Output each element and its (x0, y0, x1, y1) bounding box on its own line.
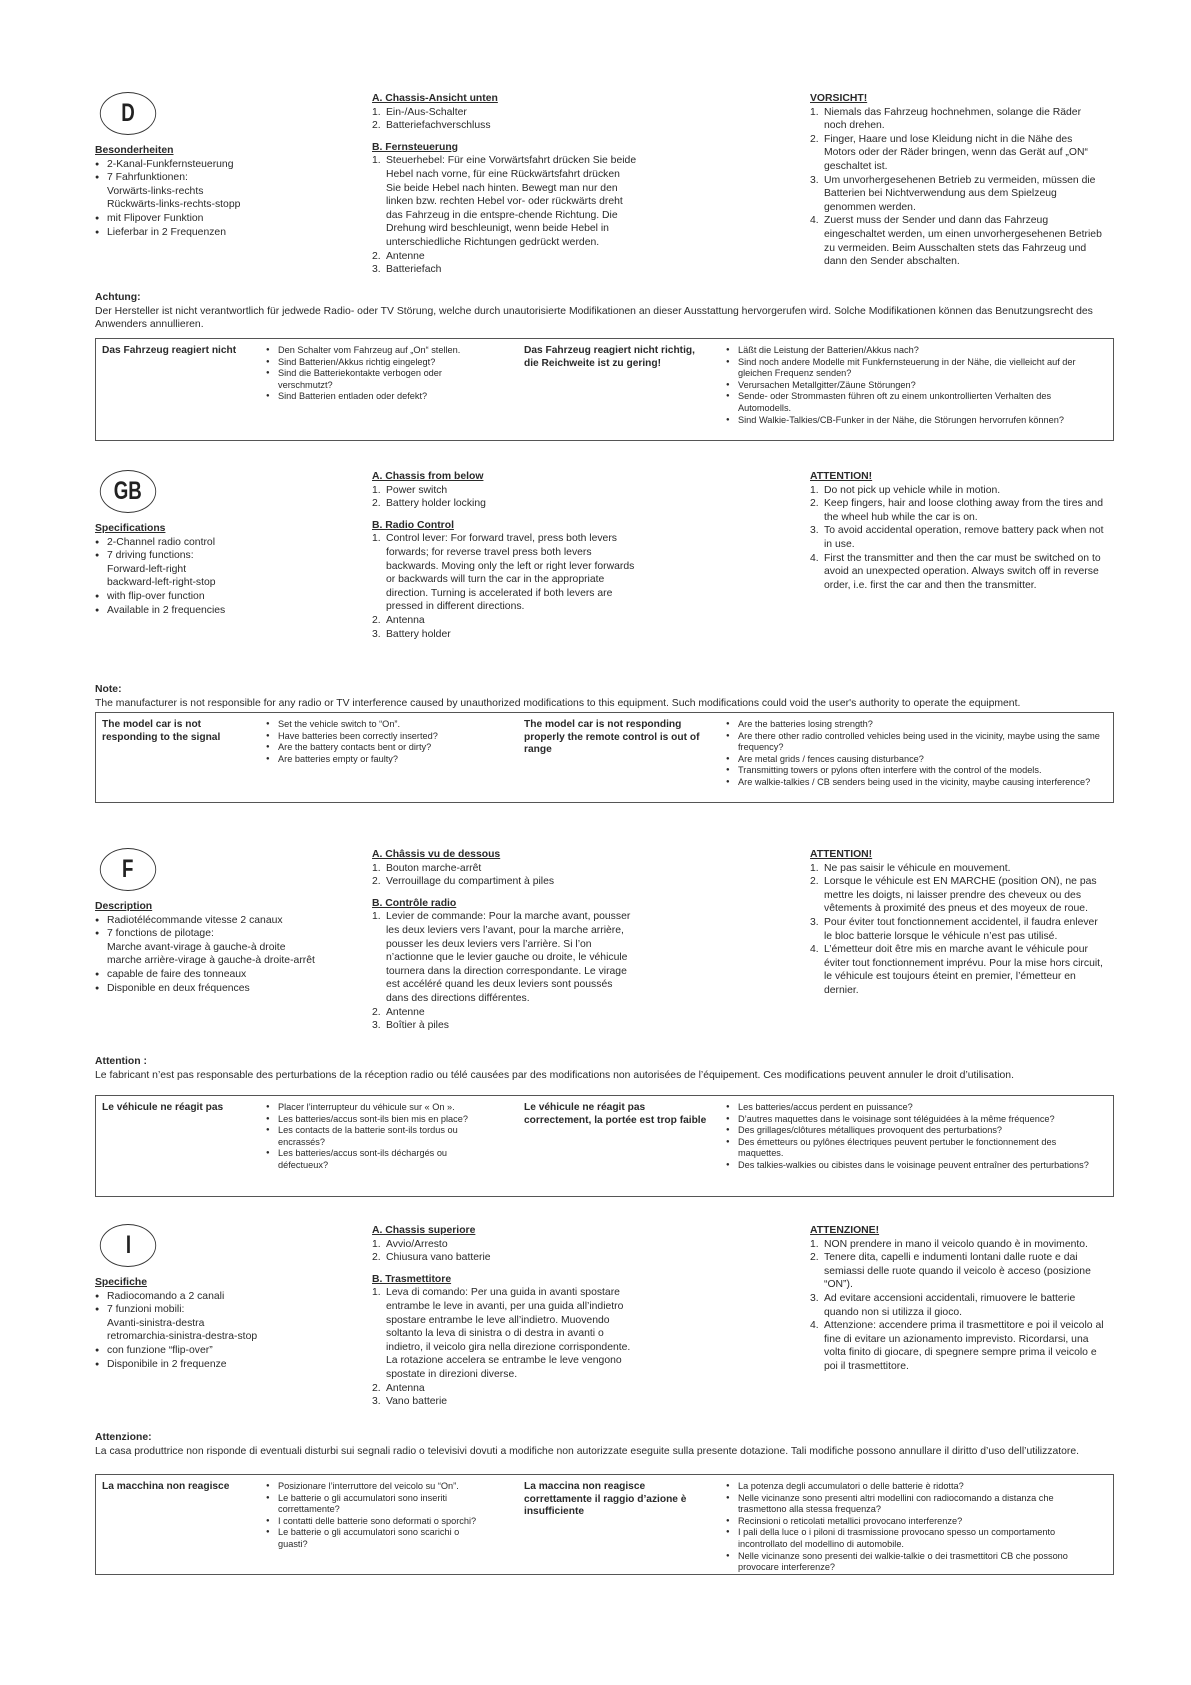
remote-part (372, 154, 637, 249)
spec-item: ● 7 driving functions: Forward-left-right backward-left-right-stop (95, 549, 335, 590)
item-number: 3. (372, 264, 381, 276)
troubleshooting-box (95, 1095, 1114, 1197)
warning-item (810, 943, 1105, 997)
warning-item (810, 552, 1105, 593)
solutions-range (726, 1481, 1104, 1574)
solution-item: ● Läßt die Leistung der Batterien/Akkus nach? (726, 345, 1104, 357)
problem-label-no-response: La macchina non reagisce (102, 1481, 230, 1492)
warning-item (810, 214, 1105, 268)
spec-item-list (95, 536, 335, 618)
warning-column (810, 470, 1105, 592)
solution-item: ● Sind noch andere Modelle mit Funkfernsteuerung in der Nähe, die vielleicht auf der gleichen Frequenz senden? (726, 357, 1104, 380)
chassis-part-text: Batteriefachverschluss (386, 120, 491, 132)
spec-item: ● Available in 2 frequencies (95, 604, 335, 618)
spec-item: ● 7 Fahrfunktionen: Vorwärts-links-rechts Rückwärts-links-rechts-stopp (95, 171, 335, 212)
language-badge (100, 1224, 156, 1267)
remote-part-list (372, 532, 637, 641)
remote-part-list (372, 1286, 637, 1408)
language-badge (100, 92, 156, 135)
item-number: 2. (372, 614, 381, 626)
chassis-part-text: Chiusura vano batterie (386, 1252, 491, 1264)
remote-part-list (372, 154, 637, 276)
chassis-part-list (372, 862, 637, 889)
specifications-column (95, 900, 335, 995)
problem-label-range: The model car is not responding properly the remote control is out of range (524, 719, 700, 756)
solution-item-list (726, 1102, 1104, 1172)
solutions-range (726, 1102, 1104, 1172)
item-number: 3. (372, 1396, 381, 1408)
solution-item: ● Les batteries/accus sont-ils déchargés ou défectueux? (266, 1148, 481, 1171)
problem-label-range: Le véhicule ne réagit pas correctement, la portée est trop faible (524, 1102, 707, 1126)
specifications-heading: Description (95, 901, 153, 912)
solutions-range (726, 345, 1104, 426)
warning-item-text: Zuerst muss der Sender und dann das Fahrzeug eingeschaltet werden, um einen unvorhergesehenen Betrieb zu vermeiden. Beim Ausschalten stets das Fahrzeug und dann den Sender abschalten. (824, 215, 1102, 268)
solution-item: ● Recinsioni o reticolati metallici provocano interferenze? (726, 1516, 1104, 1528)
remote-part-text: Steuerhebel: Für eine Vorwärtsfahrt drücken Sie beide Hebel nach vorne, für eine Rückwärtsfahrt drücken Sie beide Hebel nach hinten. Bewegt man nur den linken bzw. rechten Hebel vor- oder rückwärts dreht das Fahrzeug in die entspre-chende Richtung. Die Drehung wird beschleunigt, wenn beide Hebel in unterschiedliche Richtungen gedrückt werden. (386, 155, 637, 248)
solution-item: ● Transmitting towers or pylons often interfere with the control of the models. (726, 765, 1104, 777)
warning-item-text: Lorsque le véhicule est EN MARCHE (position ON), ne pas mettre les doigts, ni laisser prendre des cheveux ou des vêtements à proximité des pneus et des moyeux de roue. (824, 876, 1097, 915)
warning-heading: ATTENZIONE! (810, 1225, 880, 1236)
language-badge (100, 470, 156, 513)
note-heading: Attention : (95, 1056, 147, 1067)
remote-part-text: Levier de commande: Pour la marche avant, pousser les deux leviers vers l’avant, pour la marche arrière, pousser les deux leviers vers l’arrière. Si l’on n’actionne que le levier gauche ou droite, le véhicule tournera dans la direction correspondante. Le virage est accéléré quand les deux leviers sont poussés dans des directions différentes. (386, 911, 631, 1004)
warning-item-text: L’émetteur doit être mis en marche avant le véhicule pour éviter tout fonctionnement imprévu. Pour la mise hors circuit, le véhicule est toujours éteint en premier, l’émetteur en dernier. (824, 944, 1103, 996)
item-number: 3. (810, 174, 819, 186)
spec-item-list (95, 158, 335, 240)
note-text: Der Hersteller ist nicht verantwortlich für jedwede Radio- oder TV Störung, welche durch unautorisierte Modifikationen an dieser Ausstattung hervorgerufen wird. Solche Modifikationen können das Benutzungsrecht des Anwenders annullieren. (95, 305, 1093, 331)
item-number: 1. (372, 1287, 381, 1299)
solution-item: ● Les contacts de la batterie sont-ils tordus ou encrassés? (266, 1125, 481, 1148)
warning-item (810, 862, 1105, 876)
chassis-column (372, 848, 637, 1033)
chassis-part-text: Battery holder locking (386, 498, 486, 510)
remote-part-text: Antenne (386, 1006, 425, 1018)
specifications-heading: Specifiche (95, 1277, 147, 1288)
solution-item: ● I pali della luce o i piloni di trasmissione provocano spesso un comportamento incontrollato del modellino di automobile. (726, 1527, 1104, 1550)
remote-part (372, 250, 637, 264)
problem-label-no-response: The model car is not responding to the signal (102, 719, 221, 743)
item-number: 2. (372, 498, 381, 510)
solution-item: ● Verursachen Metallgitter/Zäune Störungen? (726, 380, 1104, 392)
solution-item: ● La potenza degli accumulatori o delle batterie è ridotta? (726, 1481, 1104, 1493)
item-number: 3. (810, 1292, 819, 1304)
warning-heading: ATTENTION! (810, 471, 873, 482)
solution-item: ● Sind Batterien/Akkus richtig eingelegt? (266, 357, 481, 369)
problem-label-range: Das Fahrzeug reagiert nicht richtig, die Reichweite ist zu gering! (524, 345, 695, 369)
solution-item: ● Nelle vicinanze sono presenti altri modellini con radiocomando a distanza che trasmettono alla stessa frequenza? (726, 1493, 1104, 1516)
solutions-no-response (266, 719, 481, 765)
item-number: 3. (810, 525, 819, 537)
warning-item-list (810, 106, 1105, 269)
item-number: 1. (372, 1238, 381, 1250)
warning-item-text: First the transmitter and then the car must be switched on to avoid an unexpected operation. Always switch off in reverse order, i.e. first the car and then the transmitter. (824, 552, 1101, 591)
item-number: 2. (372, 1382, 381, 1394)
warning-item (810, 1251, 1105, 1292)
radio-control-heading: B. Radio Control (372, 519, 454, 531)
language-code: D (121, 98, 135, 127)
warning-item-text: Tenere dita, capelli e indumenti lontani dalle ruote e dai semiassi delle ruote quando il veicolo è acceso (posizione “ON”). (824, 1252, 1091, 1291)
specifications-heading: Besonderheiten (95, 145, 174, 156)
chassis-part-list (372, 106, 637, 133)
warning-column (810, 848, 1105, 998)
warning-item-text: Do not pick up vehicle while in motion. (824, 484, 1001, 496)
item-number: 1. (372, 862, 381, 874)
item-number: 4. (810, 552, 819, 564)
item-number: 2. (810, 876, 819, 888)
warning-item-text: Um unvorhergesehenen Betrieb zu vermeiden, müssen die Batterien bei Nichtverwendung aus dem Spielzeug genommen werden. (824, 174, 1096, 213)
warning-item (810, 1292, 1105, 1319)
chassis-part (372, 119, 637, 133)
item-number: 1. (810, 862, 819, 874)
solution-item-list (266, 1102, 481, 1172)
radio-control-heading: B. Contrôle radio (372, 897, 457, 909)
spec-item: ● capable de faire des tonneaux (95, 968, 335, 982)
note-heading: Achtung: (95, 292, 141, 303)
problem-label-no-response: Das Fahrzeug reagiert nicht (102, 345, 237, 356)
warning-heading: ATTENTION! (810, 849, 873, 860)
warning-item-list (810, 862, 1105, 998)
item-number: 2. (372, 250, 381, 262)
remote-part (372, 910, 637, 1005)
warning-item-list (810, 1238, 1105, 1374)
spec-item-list (95, 914, 335, 996)
remote-part-text: Vano batterie (386, 1396, 448, 1408)
problem-label-range: La maccina non reagisce correttamente il raggio d’azione è insufficiente (524, 1481, 687, 1518)
item-number: 2. (372, 1252, 381, 1264)
item-number: 3. (372, 628, 381, 640)
spec-item: ● Disponibile in 2 frequenze (95, 1358, 335, 1372)
warning-column (810, 1224, 1105, 1374)
chassis-column (372, 470, 637, 641)
note-text: Le fabricant n’est pas responsable des perturbations de la réception radio ou télé causées par des modifications non autorisées de l’équipement. Ces modifications peuvent annuler le droit d’utilisation. (95, 1069, 1014, 1081)
remote-part (372, 263, 637, 277)
warning-item-list (810, 484, 1105, 593)
solution-item: ● Are the battery contacts bent or dirty? (266, 742, 481, 754)
item-number: 2. (810, 133, 819, 145)
solution-item: ● I contatti delle batterie sono deformati o sporchi? (266, 1516, 481, 1528)
solution-item: ● Sende- oder Strommasten führen oft zu einem unkontrollierten Verhalten des Automodells. (726, 391, 1104, 414)
chassis-part-text: Bouton marche-arrêt (386, 862, 482, 874)
solution-item: ● Are walkie-talkies / CB senders being used in the vicinity, maybe causing interference? (726, 777, 1104, 789)
chassis-part-list (372, 1238, 637, 1265)
chassis-part-text: Avvio/Arresto (386, 1238, 448, 1250)
item-number: 3. (372, 1020, 381, 1032)
chassis-part (372, 484, 637, 498)
warning-item-text: Keep fingers, hair and loose clothing away from the tires and the wheel hub while the car is on. (824, 498, 1103, 523)
chassis-part (372, 1238, 637, 1252)
warning-item (810, 916, 1105, 943)
note-heading: Attenzione: (95, 1432, 152, 1443)
specifications-column (95, 144, 335, 239)
warning-item (810, 1319, 1105, 1373)
spec-item: ● 2-Kanal-Funkfernsteuerung (95, 158, 335, 172)
remote-part (372, 1286, 637, 1381)
language-code: GB (113, 476, 143, 505)
solution-item: ● Are there other radio controlled vehicles being used in the vicinity, maybe using the same frequency? (726, 731, 1104, 754)
spec-item-list (95, 1290, 335, 1372)
warning-item-text: Attenzione: accendere prima il trasmettitore e poi il veicolo al fine di evitare un azionamento imprevisto. Ricordarsi, una volta finito di giocare, di spegnere sempre prima il veicolo e poi il trasmettitore. (824, 1320, 1104, 1372)
radio-control-heading: B. Trasmettitore (372, 1273, 452, 1285)
language-code: F (122, 854, 134, 883)
spec-item: ● 2-Channel radio control (95, 536, 335, 550)
solution-item: ● Are metal grids / fences causing disturbance? (726, 754, 1104, 766)
item-number: 1. (810, 106, 819, 118)
specifications-column (95, 1276, 335, 1371)
disclaimer-note (95, 1055, 1115, 1082)
chassis-part (372, 1251, 637, 1265)
item-number: 1. (372, 106, 381, 118)
spec-item: ● 7 fonctions de pilotage: Marche avant-virage à gauche-à droite marche arrière-virage à gauche-à droite-arrêt (95, 927, 335, 968)
solution-item: ● Are batteries empty or faulty? (266, 754, 481, 766)
language-code: I (125, 1230, 131, 1259)
item-number: 4. (810, 215, 819, 227)
solution-item: ● Des talkies-walkies ou cibistes dans le voisinage peuvent entraîner des perturbations? (726, 1160, 1104, 1172)
chassis-part-text: Verrouillage du compartiment à piles (386, 876, 555, 888)
chassis-part-text: Power switch (386, 484, 448, 496)
chassis-part (372, 862, 637, 876)
chassis-column (372, 92, 637, 277)
remote-part (372, 532, 637, 614)
solution-item: ● Les batteries/accus perdent en puissance? (726, 1102, 1104, 1114)
spec-item: ● Lieferbar in 2 Frequenzen (95, 226, 335, 240)
disclaimer-note (95, 291, 1115, 332)
solution-item: ● Posizionare l’interruttore del veicolo su “On”. (266, 1481, 481, 1493)
warning-item (810, 875, 1105, 916)
warning-item-text: To avoid accidental operation, remove battery pack when not in use. (824, 525, 1104, 550)
warning-item-text: Pour éviter tout fonctionnement accidentel, il faudra enlever le bloc batterie lorsque le véhicule n’est pas utilisé. (824, 916, 1098, 942)
spec-item: ● mit Flipover Funktion (95, 212, 335, 226)
remote-part-text: Control lever: For forward travel, press both levers forwards; for reverse travel press both levers backwards. Moving only the left or right lever forwards or backwards will turn the car in the appropriate direction. Turning is accelerated if both levers are pressed in different directions. (386, 533, 635, 613)
warning-column (810, 92, 1105, 269)
disclaimer-note (95, 683, 1115, 710)
solution-item-list (726, 719, 1104, 789)
radio-control-heading: B. Fernsteuerung (372, 141, 459, 153)
warning-item-text: NON prendere in mano il veicolo quando è in movimento. (824, 1238, 1088, 1250)
remote-part-text: Leva di comando: Per una guida in avanti spostare entrambe le leve in avanti, per una guida all’indietro spostare entrambe le leve all’indietro. Muovendo soltanto la leva di sinistra o di destra in avanti o indietro, il veicolo gira nella direzione corrispondente. La rotazione accelera se entrambe le leve vengono spostate in direzioni diverse. (386, 1287, 631, 1380)
troubleshooting-box (95, 338, 1114, 441)
warning-item-text: Ad evitare accensioni accidentali, rimuovere le batterie quando non si utilizza il gioco. (824, 1292, 1076, 1318)
warning-item (810, 484, 1105, 498)
chassis-heading: A. Châssis vu de dessous (372, 849, 501, 860)
warning-item-text: Niemals das Fahrzeug hochnehmen, solange die Räder noch drehen. (824, 106, 1082, 132)
solutions-no-response (266, 1481, 481, 1551)
chassis-part-text: Ein-/Aus-Schalter (386, 106, 467, 118)
solution-item: ● Le batterie o gli accumulatori sono inseriti correttamente? (266, 1493, 481, 1516)
chassis-part (372, 106, 637, 120)
chassis-part-list (372, 484, 637, 511)
item-number: 3. (810, 916, 819, 928)
solution-item: ● Les batteries/accus sont-ils bien mis en place? (266, 1114, 481, 1126)
disclaimer-note (95, 1431, 1115, 1458)
solution-item: ● Are the batteries losing strength? (726, 719, 1104, 731)
warning-heading: VORSICHT! (810, 93, 868, 104)
item-number: 2. (810, 498, 819, 510)
solution-item-list (266, 1481, 481, 1551)
solution-item: ● Nelle vicinanze sono presenti dei walkie-talkie o dei trasmettitori CB che possono provocare interferenze? (726, 1551, 1104, 1574)
chassis-part (372, 875, 637, 889)
solution-item: ● Placer l’interrupteur du véhicule sur « On ». (266, 1102, 481, 1114)
chassis-heading: A. Chassis superiore (372, 1225, 476, 1236)
solutions-range (726, 719, 1104, 789)
solution-item: ● Have batteries been correctly inserted? (266, 731, 481, 743)
solution-item-list (266, 719, 481, 765)
note-text: The manufacturer is not responsible for any radio or TV interference caused by unauthorized modifications to this equipment. Such modifications could void the user's authority to operate the equipment. (95, 697, 1021, 709)
remote-part (372, 1019, 637, 1033)
solution-item-list (726, 345, 1104, 426)
solution-item: ● Le batterie o gli accumulatori sono scarichi o guasti? (266, 1527, 481, 1550)
remote-part (372, 628, 637, 642)
solution-item: ● Sind Walkie-Talkies/CB-Funker in der Nähe, die Störungen hervorrufen können? (726, 415, 1104, 427)
problem-label-no-response: Le véhicule ne réagit pas (102, 1102, 224, 1113)
remote-part-text: Antenne (386, 250, 425, 262)
solution-item: ● Des grillages/clôtures métalliques provoquent des perturbations? (726, 1125, 1104, 1137)
troubleshooting-box (95, 1474, 1114, 1575)
item-number: 1. (810, 484, 819, 496)
specifications-column (95, 522, 335, 617)
remote-part (372, 614, 637, 628)
spec-item: ● Radiotélécommande vitesse 2 canaux (95, 914, 335, 928)
item-number: 1. (372, 911, 381, 923)
note-text: La casa produttrice non risponde di eventuali disturbi sui segnali radio o televisivi dovuti a modifiche non autorizzate eseguite sulla presente dotazione. Tali modifiche possono annullare il diritto d’uso dell’utilizzatore. (95, 1445, 1080, 1457)
item-number: 2. (372, 1006, 381, 1018)
item-number: 1. (372, 484, 381, 496)
specifications-heading: Specifications (95, 523, 166, 534)
warning-item (810, 524, 1105, 551)
spec-item: ● with flip-over function (95, 590, 335, 604)
remote-part-text: Boîtier à piles (386, 1020, 449, 1032)
solution-item-list (266, 345, 481, 403)
item-number: 2. (372, 876, 381, 888)
item-number: 1. (372, 155, 381, 167)
warning-item (810, 1238, 1105, 1252)
item-number: 2. (372, 120, 381, 132)
remote-part (372, 1006, 637, 1020)
note-heading: Note: (95, 684, 122, 695)
chassis-heading: A. Chassis from below (372, 471, 484, 482)
warning-item (810, 133, 1105, 174)
item-number: 4. (810, 944, 819, 956)
solution-item: ● Sind Batterien entladen oder defekt? (266, 391, 481, 403)
remote-part-text: Battery holder (386, 628, 451, 640)
warning-item-text: Finger, Haare und lose Kleidung nicht in die Nähe des Motors oder der Räder bringen, wenn das Gerät auf „ON“ geschaltet ist. (824, 133, 1088, 172)
spec-item: ● 7 funzioni mobili: Avanti-sinistra-destra retromarchia-sinistra-destra-stop (95, 1303, 335, 1344)
warning-item (810, 106, 1105, 133)
chassis-part (372, 497, 637, 511)
solution-item: ● Den Schalter vom Fahrzeug auf „On“ stellen. (266, 345, 481, 357)
language-badge (100, 848, 156, 891)
item-number: 4. (810, 1320, 819, 1332)
solutions-no-response (266, 345, 481, 403)
item-number: 1. (810, 1238, 819, 1250)
warning-item-text: Ne pas saisir le véhicule en mouvement. (824, 862, 1011, 874)
remote-part-text: Antenna (386, 614, 425, 626)
spec-item: ● con funzione “flip-over” (95, 1344, 335, 1358)
chassis-heading: A. Chassis-Ansicht unten (372, 93, 498, 104)
solutions-no-response (266, 1102, 481, 1172)
chassis-column (372, 1224, 637, 1409)
remote-part-text: Antenna (386, 1382, 425, 1394)
spec-item: ● Radiocomando a 2 canali (95, 1290, 335, 1304)
troubleshooting-box (95, 712, 1114, 803)
item-number: 1. (372, 533, 381, 545)
solution-item: ● Set the vehicle switch to “On”. (266, 719, 481, 731)
remote-part (372, 1382, 637, 1396)
remote-part-list (372, 910, 637, 1032)
solution-item: ● Des émetteurs ou pylônes électriques peuvent pertuber le fonctionnement des maquettes. (726, 1137, 1104, 1160)
spec-item: ● Disponible en deux fréquences (95, 982, 335, 996)
solution-item: ● Sind die Batteriekontakte verbogen oder verschmutzt? (266, 368, 481, 391)
remote-part-text: Batteriefach (386, 264, 442, 276)
solution-item-list (726, 1481, 1104, 1574)
remote-part (372, 1395, 637, 1409)
warning-item (810, 497, 1105, 524)
solution-item: ● D’autres maquettes dans le voisinage sont téléguidées à la même fréquence? (726, 1114, 1104, 1126)
item-number: 2. (810, 1252, 819, 1264)
warning-item (810, 174, 1105, 215)
